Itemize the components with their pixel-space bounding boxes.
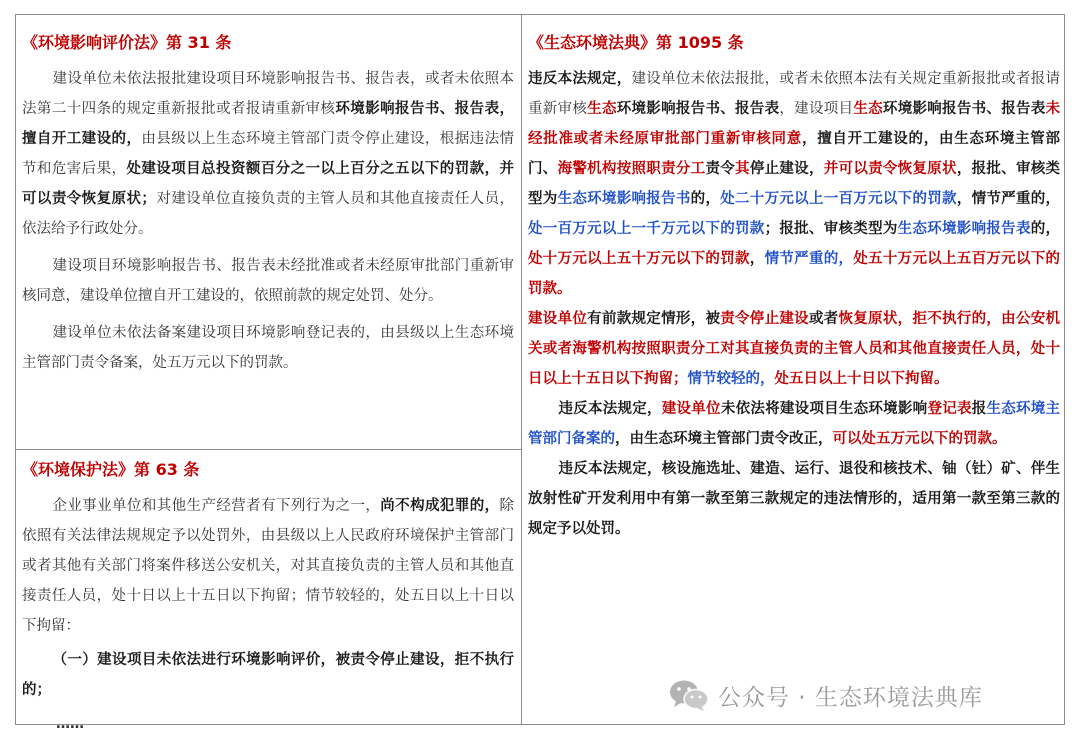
text-run: 情节严重的， <box>764 251 854 267</box>
text-run: 并可以责令恢复原状 <box>823 161 957 177</box>
text-run: 尚不构成犯罪的， <box>380 498 500 514</box>
text-run: 环境影响报告书、报告表 <box>616 101 780 117</box>
text-run: 的， <box>690 191 721 207</box>
text-run: 环境影响报告书、报告表，擅自开工建设的， <box>22 101 514 147</box>
text-run: 报 <box>971 401 987 417</box>
text-run: 生态环境影响报告书 <box>557 191 691 207</box>
text-run: 生态 <box>587 101 617 117</box>
text-run: 生态环境主管部门备案的 <box>528 401 1061 447</box>
eia-paragraph-3: 建设单位未依法备案建设项目环境影响登记表的，由县级以上生态环境主管部门责令备案，处五万元以下的罚款。 <box>22 325 514 371</box>
text-run: 违反本法规定， <box>528 71 632 87</box>
wechat-icon <box>668 678 710 712</box>
text-run: 海警机构按照职责分工 <box>557 161 706 177</box>
text-run: ，报批、审核类型为 <box>528 161 1061 207</box>
text-run: 处二十万元以上一百万元以下的罚款 <box>720 191 957 207</box>
text-run: 生态 <box>853 101 883 117</box>
text-run: 处五日以上十日以下拘留。 <box>774 371 949 387</box>
text-run: 或者 <box>808 311 839 327</box>
text-run: ；报批、审核类型为 <box>764 221 898 237</box>
eia-paragraph-2: 建设项目环境影响报告书、报告表未经批准或者未经原审批部门重新审核同意，建设单位擅自开工建设的，依照前款的规定处罚、处分。 <box>22 258 514 304</box>
ep-law-title: 《环境保护法》第 63 条 <box>22 460 200 479</box>
ep-paragraph-1 <box>22 491 514 641</box>
code-paragraph-3 <box>528 394 1060 454</box>
text-run: ， <box>749 251 765 267</box>
ep-law-cell <box>22 455 514 737</box>
text-run: 其 <box>735 161 750 177</box>
text-run: 处一百万元以上一千万元以下的罚款 <box>528 221 765 237</box>
text-run: 可以处五万元以下的罚款。 <box>832 431 1007 447</box>
text-run: 对其直接负责的主管人员和其他直接责任人员，处十日以上十五日以下拘留； <box>528 341 1061 387</box>
text-run: 情节较轻的， <box>687 371 775 387</box>
text-run: 建设单位未依法报批建设项目环境影响报告书、报告表，或者未依照本法第二十四条的规定重新报批或者报请重新审核 <box>22 71 514 117</box>
text-run: 未依法将建设项目生态环境影响 <box>720 401 928 417</box>
code-law-cell <box>528 28 1060 544</box>
text-run: 生态环境影响报告表 <box>897 221 1031 237</box>
text-run: 违反本法规定， <box>558 401 662 417</box>
text-run: 登记表 <box>927 401 972 417</box>
text-run: ，由生态环境主管部门责令改正， <box>615 431 833 447</box>
watermark <box>668 678 983 712</box>
ep-ellipsis: …… <box>56 716 84 732</box>
text-run: 建设单位未依法报批，或者未依照本法有关规定重新报批或者报请重新审核 <box>528 71 1060 117</box>
text-run: 处十万元以上五十万元以下的罚款 <box>528 251 750 267</box>
text-run: ，情节严重的， <box>956 191 1061 207</box>
text-run: ，擅自开工建设的，由生态环境主管部门、 <box>528 131 1061 177</box>
ep-item-1: （一）建设项目未依法进行环境影响评价，被责令停止建设，拒不执行的； <box>22 652 514 698</box>
eia-law-title: 《环境影响评价法》第 31 条 <box>22 33 232 52</box>
code-paragraph-1 <box>528 64 1060 304</box>
code-law-title: 《生态环境法典》第 1095 条 <box>528 33 744 52</box>
text-run: 除依照有关法律法规规定予以处罚外，由县级以上人民政府环境保护主管部门或者其他有关部门将案件移送公安机关，对其直接负责的主管人员和其他直接责任人员，处十日以上十五日以下拘留；情节较轻的，处五日以上十日以下拘留： <box>22 498 514 634</box>
text-run: 停止建设， <box>749 161 824 177</box>
text-run: 建设单位 <box>661 401 721 417</box>
watermark-text: 公众号 · 生态环境法典库 <box>718 684 983 711</box>
text-run: 责令停止建设 <box>720 311 809 327</box>
text-run: 对建设单位直接负责的主管人员和其他直接责任人员，依法给予行政处分。 <box>22 191 514 237</box>
text-run: 建设单位 <box>528 311 588 327</box>
text-run: 恢复原状，拒不执行的，由公安机关或者海警机构按照职责分工 <box>528 311 1061 357</box>
text-run: 未经批准或者未经原审批部门重新审核同意 <box>528 101 1061 147</box>
text-run: 由县级以上生态环境主管部门责令停止建设，根据违法情节和危害后果， <box>22 131 514 177</box>
code-paragraph-4: 违反本法规定，核设施选址、建造、运行、退役和核技术、铀（钍）矿、伴生放射性矿开发利用中有第一款至第三款规定的违法情形的，适用第一款至第三款的规定予以处罚。 <box>528 461 1060 537</box>
eia-law-cell <box>22 28 514 378</box>
text-run: 的， <box>1030 221 1061 237</box>
text-run: ，建设项目 <box>779 101 854 117</box>
text-run: 处建设项目总投资额百分之一以上百分之五以下的罚款，并可以责令恢复原状； <box>22 161 514 207</box>
row-divider <box>15 449 521 450</box>
text-run: 企业事业单位和其他生产经营者有下列行为之一， <box>52 498 381 514</box>
column-divider <box>521 14 522 725</box>
eia-paragraph-1 <box>22 64 514 244</box>
code-paragraph-2 <box>528 304 1060 394</box>
text-run: 责令 <box>705 161 736 177</box>
text-run: 处五十万元以上五百万元以下的罚款。 <box>528 251 1061 297</box>
text-run: 有前款规定情形，被 <box>587 311 721 327</box>
text-run: 环境影响报告书、报告表 <box>882 101 1046 117</box>
